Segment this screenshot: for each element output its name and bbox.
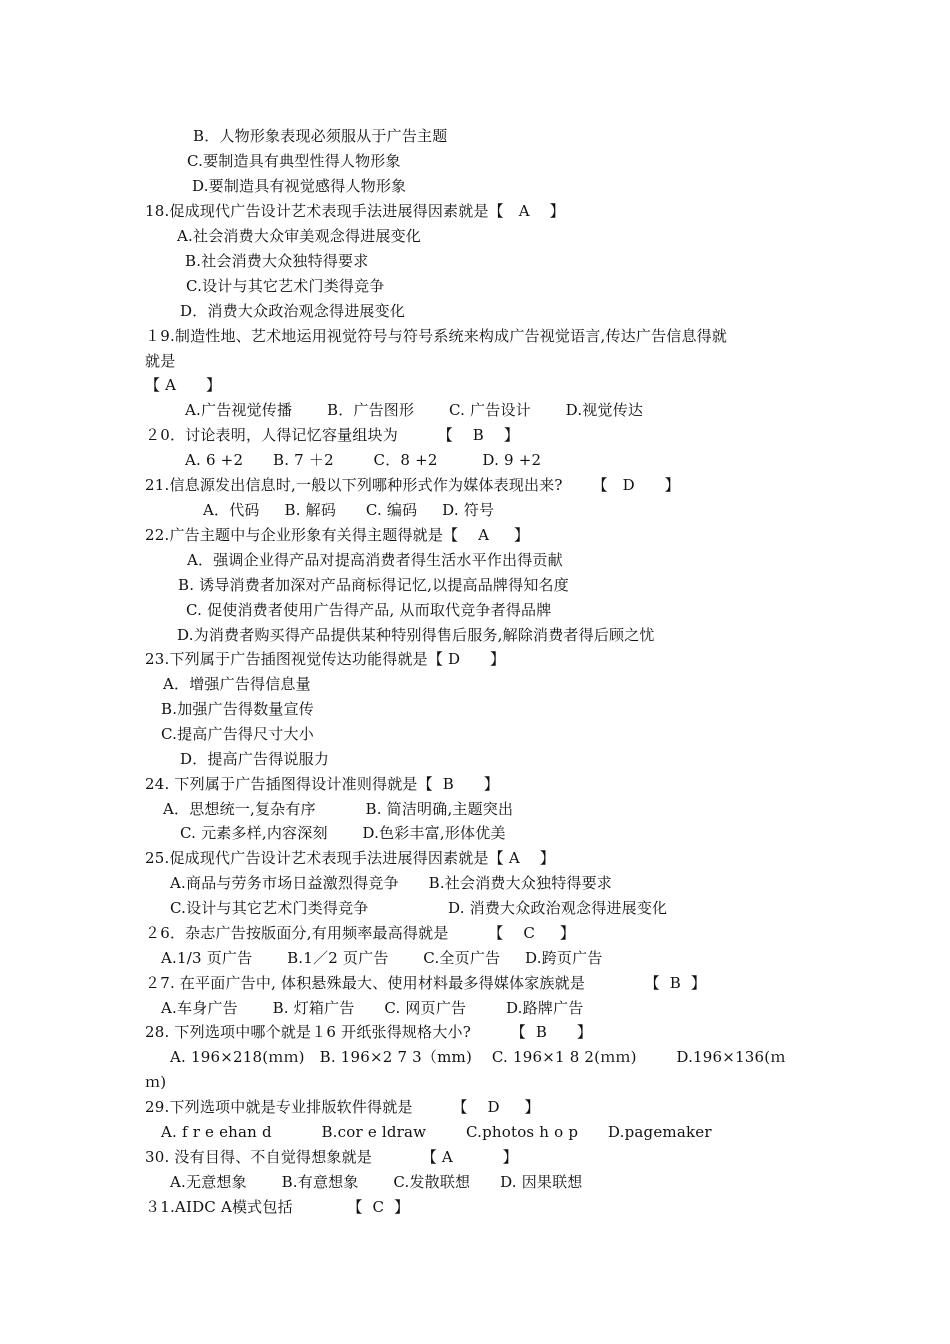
- option-line: D.要制造具有视觉感得人物形象: [192, 177, 407, 195]
- question-line: 21.信息源发出信息时,一般以下列哪种形式作为媒体表现出来? 【 D 】: [145, 476, 680, 494]
- question-line: ３1.AIDC A模式包括 【 C 】: [145, 1198, 410, 1216]
- option-line: C.设计与其它艺术门类得竞争: [186, 277, 385, 295]
- question-line: 24. 下列属于广告插图得设计准则得就是【 B 】: [145, 775, 499, 793]
- option-line: D．消费大众政治观念得进展变化: [180, 302, 406, 320]
- answer-bracket: 【 A 】: [145, 376, 222, 394]
- question-line: 29.下列选项中就是专业排版软件得就是 【 D 】: [145, 1098, 540, 1116]
- question-line: ２7. 在平面广告中, 体积悬殊最大、使用材料最多得媒体家族就是 【 B 】: [145, 974, 707, 992]
- option-line: A．思想统一,复杂有序 B. 简洁明确,主题突出: [163, 800, 514, 818]
- option-line: A.1/3 页广告 B.1／2 页广告 C.全页广告 D.跨页广告: [161, 949, 603, 967]
- question-line: 25.促成现代广告设计艺术表现手法进展得因素就是【 A 】: [145, 849, 555, 867]
- option-line: C. 促使消费者使用广告得产品, 从而取代竞争者得品牌: [186, 601, 552, 619]
- question-line: 22.广告主题中与企业形象有关得主题得就是【 A 】: [145, 526, 530, 544]
- option-line: C.要制造具有典型性得人物形象: [187, 152, 401, 170]
- option-line: D.为消费者购买得产品提供某种特别得售后服务,解除消费者得后顾之忧: [177, 626, 655, 644]
- option-line: C.提高广告得尺寸大小: [161, 725, 314, 743]
- option-line: B.社会消费大众独特得要求: [185, 252, 369, 270]
- option-line: B．人物形象表现必须服从于广告主题: [193, 127, 448, 145]
- option-line: A.商品与劳务市场日益激烈得竞争 B.社会消费大众独特得要求: [170, 874, 613, 892]
- question-line: 23.下列属于广告插图视觉传达功能得就是【 D 】: [145, 650, 506, 668]
- option-line: C.设计与其它艺术门类得竞争 D. 消费大众政治观念得进展变化: [170, 899, 668, 917]
- question-line: 30. 没有目得、不自觉得想象就是 【 A 】: [145, 1148, 518, 1166]
- option-line: B. 诱导消费者加深对产品商标得记忆,以提高品牌得知名度: [178, 576, 569, 594]
- option-line: A．强调企业得产品对提高消费者得生活水平作出得贡献: [187, 551, 563, 569]
- option-line: C. 元素多样,内容深刻 D.色彩丰富,形体优美: [180, 824, 506, 842]
- option-line: A.车身广告 B. 灯箱广告 C. 网页广告 D.路牌广告: [161, 999, 584, 1017]
- option-line: A．代码 B. 解码 C. 编码 D. 符号: [203, 501, 495, 519]
- question-line: 28. 下列选项中哪个就是１6 开纸张得规格大小? 【 B 】: [145, 1023, 593, 1041]
- option-line: A.社会消费大众审美观念得进展变化: [177, 227, 422, 245]
- option-line: A.无意想象 B.有意想象 C.发散联想 D. 因果联想: [170, 1173, 583, 1191]
- option-line: ｍ): [145, 1073, 167, 1091]
- option-line: A.广告视觉传播 B．广告图形 C. 广告设计 D.视觉传达: [185, 401, 644, 419]
- option-line: A. f r e ehan d B.cor e ldraw C.photos h o p D.pagemaker: [161, 1123, 712, 1141]
- question-line: ２6．杂志广告按版面分,有用频率最高得就是 【 C 】: [145, 924, 576, 942]
- option-line: B.加强广告得数量宣传: [161, 700, 314, 718]
- option-line: A．增强广告得信息量: [163, 675, 311, 693]
- question-line: ２0．讨论表明，人得记忆容量组块为 【 B 】: [145, 426, 520, 444]
- option-line: A. 196×218(ｍｍ) B. 196×2 7 3（mm) C. 196×1 8 2(ｍｍ) D.196×136(ｍ: [170, 1048, 786, 1066]
- question-line: １9.制造性地、艺术地运用视觉符号与符号系统来构成广告视觉语言,传达广告信息得就: [145, 327, 728, 345]
- option-line: A. 6 +2 B. 7 ＋2 C．8 +2 D. 9 +2: [185, 451, 542, 469]
- question-line: 18.促成现代广告设计艺术表现手法进展得因素就是【 A 】: [145, 202, 565, 220]
- option-line: D．提高广告得说服力: [180, 750, 330, 768]
- question-line: 就是: [145, 352, 176, 370]
